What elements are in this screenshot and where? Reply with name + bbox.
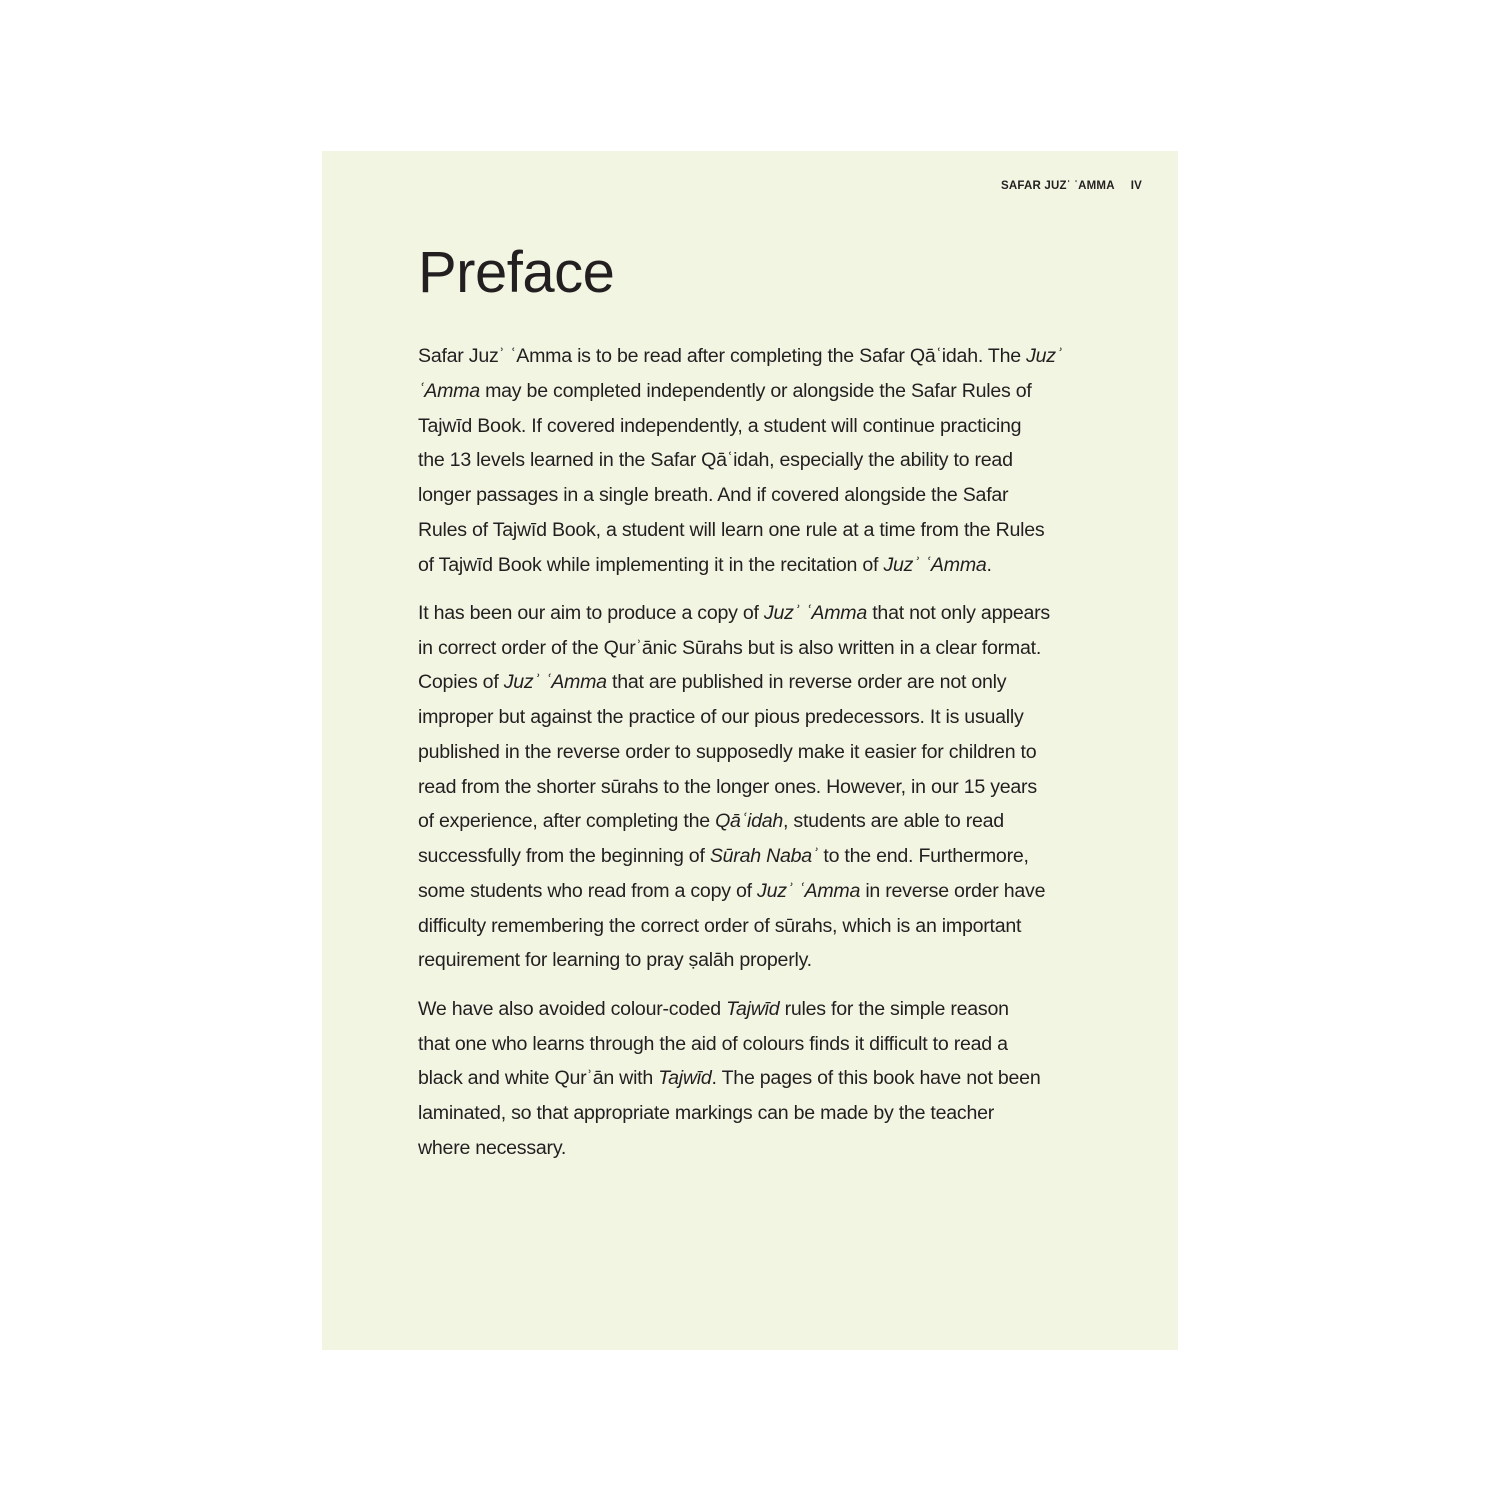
text-segment: of Tajwīd Book while implementing it in the recitation of [418,553,884,576]
italic-text: Qāʿidah [715,810,784,833]
text-line [418,735,1062,770]
text-line [418,1061,1062,1096]
text-line [418,596,1062,631]
text-segment: laminated, so that appropriate markings can be made by the teacher [418,1102,995,1125]
text-line [418,909,1062,944]
text-segment: the 13 levels learned in the Safar Qāʿidah, especially the ability to read [418,449,1013,472]
text-segment: Copies of [418,671,504,694]
running-header [1001,180,1142,192]
page-title: Preface [418,240,615,305]
text-segment: black and white Qurʾān with [418,1067,659,1090]
italic-text: Tajwīd [726,997,780,1020]
text-segment: improper but against the practice of our pious predecessors. It is usually [418,706,1024,729]
text-line [418,804,1062,839]
text-line [418,374,1062,409]
text-line [418,874,1062,909]
page-number: IV [1130,180,1142,192]
text-segment: in reverse order have [860,879,1046,902]
italic-text: Juzʾ ʿAmma [883,553,987,576]
text-segment: that are published in reverse order are not only [606,671,1007,694]
text-segment: that one who learns through the aid of colours finds it difficult to read a [418,1032,1008,1055]
text-line [418,665,1062,700]
text-line [418,839,1062,874]
text-segment: read from the shorter sūrahs to the longer ones. However, in our 15 years [418,775,1037,798]
italic-text: Juzʾ ʿAmma [757,879,861,902]
italic-text: Juzʾ ʿAmma [763,601,868,624]
text-segment: Rules of Tajwīd Book, a student will learn one rule at a time from the Rules [418,518,1045,541]
italic-text: ʿAmma [418,379,480,402]
text-segment: rules for the simple reason [779,997,1009,1020]
text-segment: We have also avoided colour-coded [418,997,727,1020]
text-line [418,478,1062,513]
text-segment: in correct order of the Qurʾānic Sūrahs but is also written in a clear format. [418,636,1042,659]
preface-body [418,339,1062,1179]
text-segment: Tajwīd Book. If covered independently, a student will continue practicing [418,414,1022,437]
text-line [418,770,1062,805]
text-line [418,1027,1062,1062]
text-segment: published in the reverse order to supposedly make it easier for children to [418,740,1037,763]
text-segment: Safar Juzʾ ʿAmma is to be read after completing the Safar Qāʿidah. The [418,345,1027,367]
text-line [418,631,1062,666]
running-title: SAFAR JUZʾ ʿAMMA [1001,180,1115,192]
italic-text: Juzʾ [1026,345,1063,367]
italic-text: Sūrah Nabaʾ [709,845,819,868]
text-segment: to the end. Furthermore, [818,845,1029,868]
text-line [418,409,1062,444]
text-segment: successfully from the beginning of [418,845,710,868]
text-line [418,700,1062,735]
text-segment: . The pages of this book have not been [711,1067,1041,1090]
text-line [418,548,1062,583]
text-segment: longer passages in a single breath. And if covered alongside the Safar [418,484,1009,506]
italic-text: Tajwīd [658,1067,712,1090]
text-segment: may be completed independently or alongside the Safar Rules of [479,379,1032,402]
text-segment: difficulty remembering the correct order of sūrahs, which is an important [418,914,1022,937]
paragraph [418,596,1062,978]
text-line [418,943,1062,978]
text-segment: , students are able to read [783,810,1004,833]
text-segment: some students who read from a copy of [418,879,758,902]
text-segment: that not only appears [867,601,1050,624]
paragraph [418,992,1062,1166]
text-line [418,1131,1062,1166]
text-segment: It has been our aim to produce a copy of [418,601,764,624]
text-line [418,443,1062,478]
text-line [418,992,1062,1027]
text-line [418,1096,1062,1131]
text-segment: of experience, after completing the [418,810,716,833]
text-line [418,339,1062,374]
text-segment: . [986,553,992,576]
paragraph [418,339,1062,582]
italic-text: Juzʾ ʿAmma [503,671,607,694]
text-segment: where necessary. [418,1136,567,1159]
book-page [322,151,1178,1350]
text-line [418,513,1062,548]
text-segment: requirement for learning to pray ṣalāh properly. [418,949,812,972]
